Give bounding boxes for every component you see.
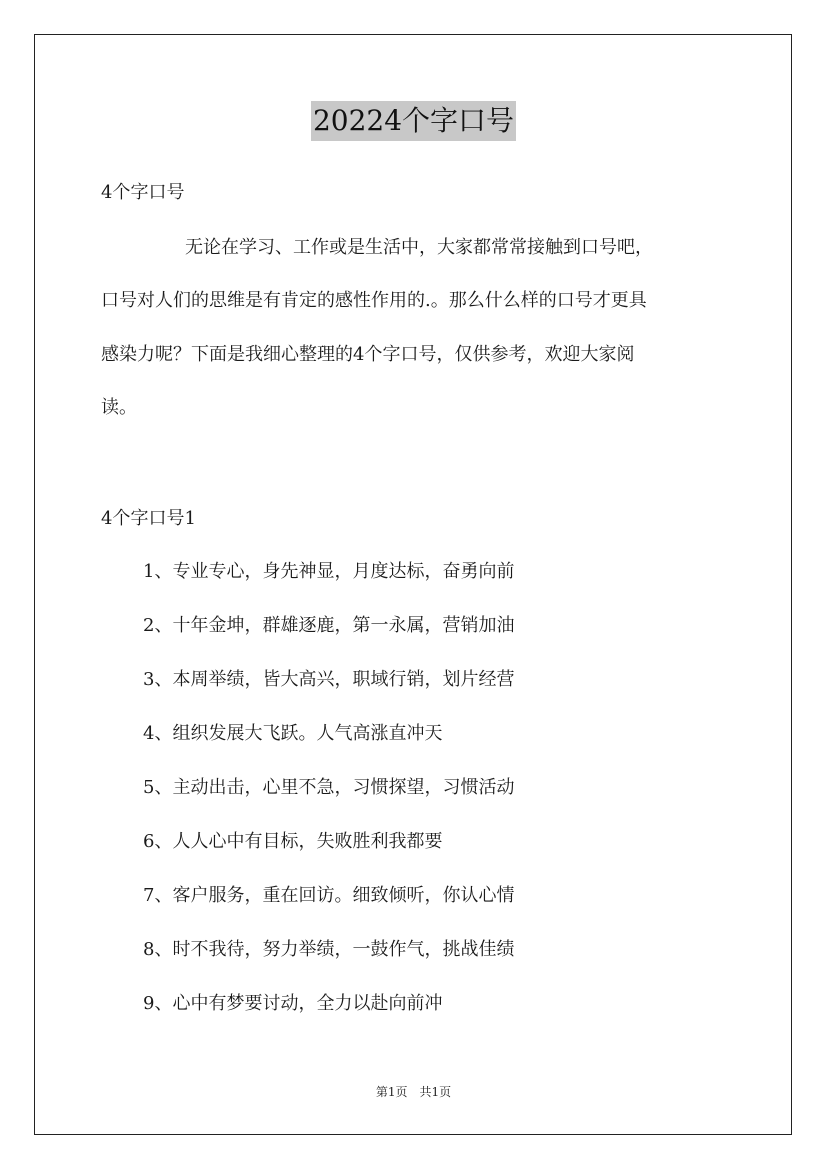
slogan-item: 3、本周举绩，皆大高兴，职域行销，划片经营 (143, 669, 515, 690)
slogan-item: 1、专业专心，身先神显，月度达标，奋勇向前 (143, 561, 515, 582)
intro-line: 感染力呢？下面是我细心整理的4个字口号，仅供参考，欢迎大家阅 (101, 344, 635, 365)
slogan-item: 5、主动出击，心里不急，习惯探望，习惯活动 (143, 777, 515, 798)
slogan-item: 9、心中有梦要讨动，全力以赴向前冲 (143, 993, 443, 1014)
document-title: 20224个字口号 (311, 101, 516, 141)
intro-line: 无论在学习、工作或是生活中，大家都常常接触到口号吧， (185, 237, 653, 258)
slogan-item: 8、时不我待，努力举绩，一鼓作气，挑战佳绩 (143, 939, 515, 960)
slogan-item: 4、组织发展大飞跃。人气高涨直冲天 (143, 723, 443, 744)
slogan-item: 2、十年金坤，群雄逐鹿，第一永属，营销加油 (143, 615, 515, 636)
title-container (0, 101, 827, 141)
intro-line: 读。 (101, 397, 137, 418)
section-heading: 4个字口号1 (101, 508, 196, 529)
intro-line: 口号对人们的思维是有肯定的感性作用的.。那么什么样的口号才更具 (101, 290, 647, 311)
document-heading: 4个字口号 (101, 182, 185, 203)
page-footer: 第1页 共1页 (375, 1085, 452, 1099)
slogan-item: 6、人人心中有目标，失败胜利我都要 (143, 831, 443, 852)
slogan-item: 7、客户服务，重在回访。细致倾听，你认心情 (143, 885, 515, 906)
